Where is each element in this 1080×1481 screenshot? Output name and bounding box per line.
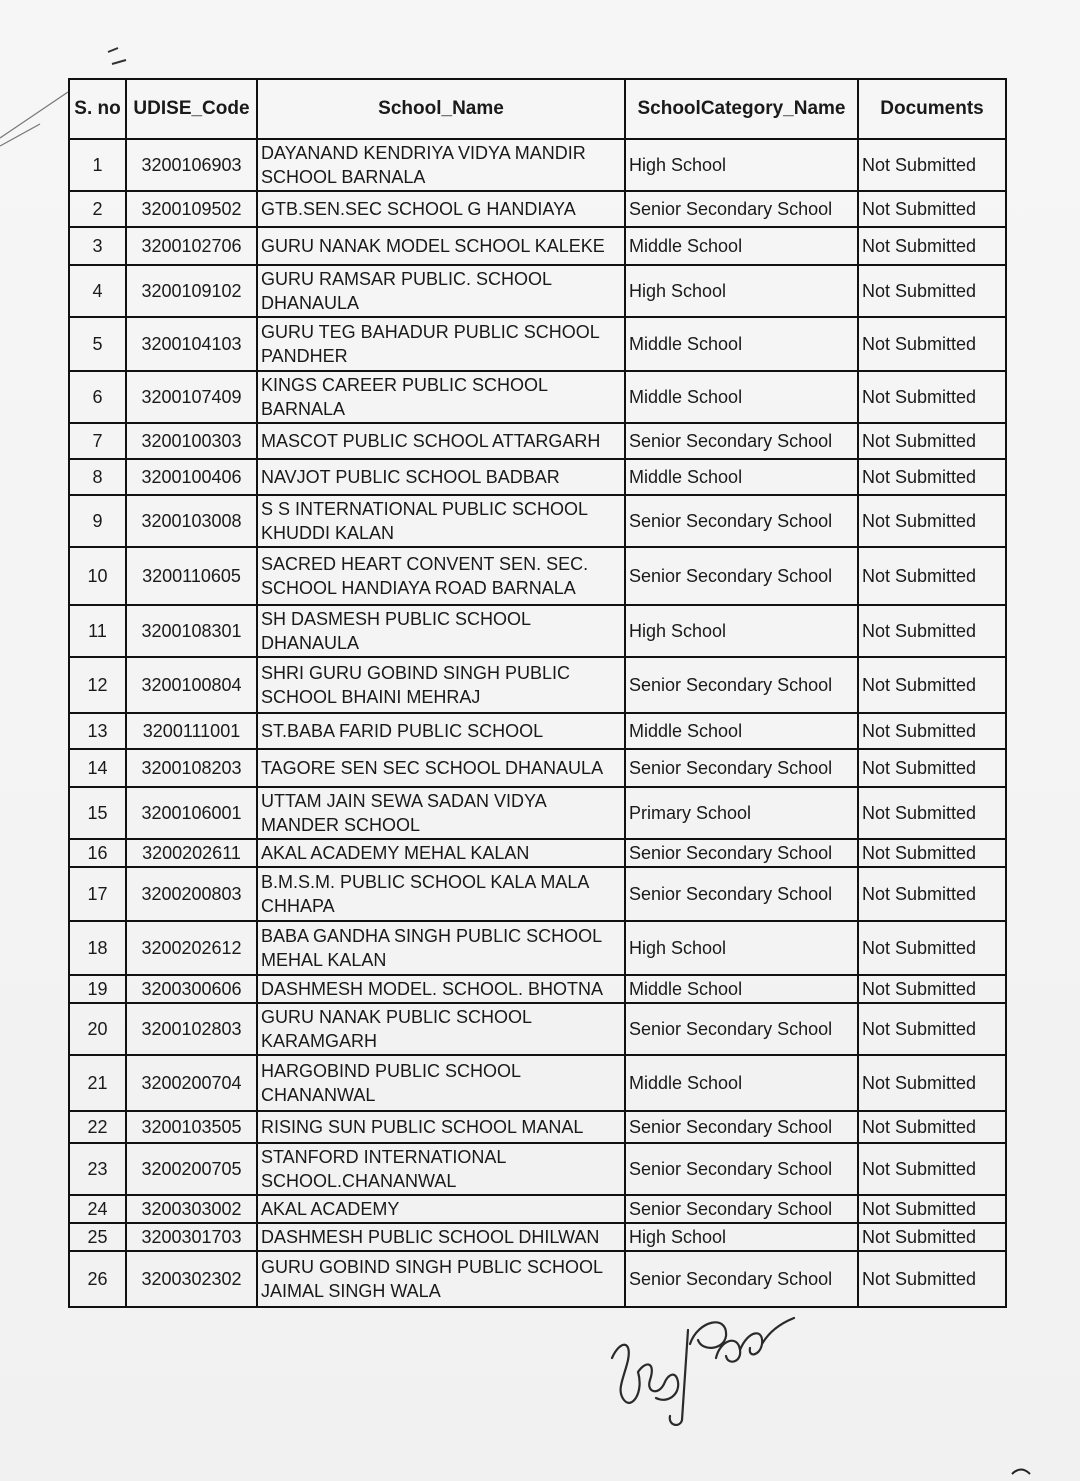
cell-sno: 3 (69, 227, 126, 265)
handwritten-signature (598, 1300, 798, 1440)
table-row (69, 1111, 1006, 1143)
table-row (69, 713, 1006, 749)
cell-sno: 25 (69, 1223, 126, 1251)
cell-documents-status: Not Submitted (858, 1251, 1006, 1307)
cell-sno: 14 (69, 749, 126, 787)
cell-sno: 17 (69, 867, 126, 921)
cell-udise-code: 3200301703 (126, 1223, 257, 1251)
table-row (69, 1143, 1006, 1195)
column-header-udise-code: UDISE_Code (126, 79, 257, 139)
cell-school-name: GURU RAMSAR PUBLIC. SCHOOL DHANAULA (257, 265, 625, 317)
cell-documents-status: Not Submitted (858, 371, 1006, 423)
cell-udise-code: 3200103008 (126, 495, 257, 547)
table-row (69, 265, 1006, 317)
cell-school-category: Senior Secondary School (625, 1195, 858, 1223)
cell-documents-status: Not Submitted (858, 547, 1006, 605)
cell-documents-status: Not Submitted (858, 317, 1006, 371)
cell-udise-code: 3200100406 (126, 459, 257, 495)
table-row (69, 139, 1006, 191)
cell-school-name: AKAL ACADEMY (257, 1195, 625, 1223)
table-row (69, 975, 1006, 1003)
table-row (69, 1251, 1006, 1307)
cell-school-name: SACRED HEART CONVENT SEN. SEC. SCHOOL HANDIAYA ROAD BARNALA (257, 547, 625, 605)
cell-sno: 12 (69, 657, 126, 713)
cell-school-category: Middle School (625, 371, 858, 423)
cell-school-name: STANFORD INTERNATIONAL SCHOOL.CHANANWAL (257, 1143, 625, 1195)
cell-school-category: Senior Secondary School (625, 495, 858, 547)
cell-sno: 7 (69, 423, 126, 459)
cell-udise-code: 3200104103 (126, 317, 257, 371)
cell-udise-code: 3200108203 (126, 749, 257, 787)
cell-documents-status: Not Submitted (858, 749, 1006, 787)
cell-udise-code: 3200202612 (126, 921, 257, 975)
cell-school-category: Senior Secondary School (625, 839, 858, 867)
column-header-documents: Documents (858, 79, 1006, 139)
cell-school-name: SHRI GURU GOBIND SINGH PUBLIC SCHOOL BHAINI MEHRAJ (257, 657, 625, 713)
cell-school-name: GURU GOBIND SINGH PUBLIC SCHOOL JAIMAL SINGH WALA (257, 1251, 625, 1307)
table-row (69, 459, 1006, 495)
cell-school-category: Middle School (625, 1055, 858, 1111)
table-row (69, 371, 1006, 423)
table-row (69, 317, 1006, 371)
cell-udise-code: 3200100303 (126, 423, 257, 459)
cell-udise-code: 3200107409 (126, 371, 257, 423)
table-row (69, 749, 1006, 787)
cell-udise-code: 3200109102 (126, 265, 257, 317)
cell-school-name: HARGOBIND PUBLIC SCHOOL CHANANWAL (257, 1055, 625, 1111)
cell-documents-status: Not Submitted (858, 713, 1006, 749)
cell-documents-status: Not Submitted (858, 605, 1006, 657)
cell-school-category: Middle School (625, 317, 858, 371)
cell-school-category: Senior Secondary School (625, 1251, 858, 1307)
cell-school-name: RISING SUN PUBLIC SCHOOL MANAL (257, 1111, 625, 1143)
cell-udise-code: 3200200704 (126, 1055, 257, 1111)
cell-school-category: Senior Secondary School (625, 1111, 858, 1143)
cell-school-category: Middle School (625, 713, 858, 749)
table-row (69, 547, 1006, 605)
cell-school-name: BABA GANDHA SINGH PUBLIC SCHOOL MEHAL KALAN (257, 921, 625, 975)
cell-udise-code: 3200106903 (126, 139, 257, 191)
cell-school-name: KINGS CAREER PUBLIC SCHOOL BARNALA (257, 371, 625, 423)
cell-school-category: Senior Secondary School (625, 1143, 858, 1195)
table-header-row (69, 79, 1006, 139)
cell-udise-code: 3200302302 (126, 1251, 257, 1307)
cell-sno: 11 (69, 605, 126, 657)
cell-udise-code: 3200109502 (126, 191, 257, 227)
cell-documents-status: Not Submitted (858, 139, 1006, 191)
cell-documents-status: Not Submitted (858, 975, 1006, 1003)
cell-school-name: MASCOT PUBLIC SCHOOL ATTARGARH (257, 423, 625, 459)
cell-udise-code: 3200102706 (126, 227, 257, 265)
scan-corner-mark (1010, 1466, 1040, 1476)
cell-documents-status: Not Submitted (858, 921, 1006, 975)
column-header-school-name: School_Name (257, 79, 625, 139)
cell-documents-status: Not Submitted (858, 1111, 1006, 1143)
cell-sno: 15 (69, 787, 126, 839)
cell-udise-code: 3200300606 (126, 975, 257, 1003)
cell-udise-code: 3200102803 (126, 1003, 257, 1055)
cell-udise-code: 3200200803 (126, 867, 257, 921)
cell-school-name: UTTAM JAIN SEWA SADAN VIDYA MANDER SCHOOL (257, 787, 625, 839)
cell-school-name: DAYANAND KENDRIYA VIDYA MANDIR SCHOOL BARNALA (257, 139, 625, 191)
cell-documents-status: Not Submitted (858, 191, 1006, 227)
cell-school-name: NAVJOT PUBLIC SCHOOL BADBAR (257, 459, 625, 495)
cell-udise-code: 3200111001 (126, 713, 257, 749)
cell-school-category: Middle School (625, 975, 858, 1003)
cell-sno: 8 (69, 459, 126, 495)
cell-sno: 2 (69, 191, 126, 227)
table-row (69, 839, 1006, 867)
cell-school-name: SH DASMESH PUBLIC SCHOOL DHANAULA (257, 605, 625, 657)
table-row (69, 495, 1006, 547)
cell-school-category: Senior Secondary School (625, 657, 858, 713)
cell-school-name: GURU TEG BAHADUR PUBLIC SCHOOL PANDHER (257, 317, 625, 371)
table-row (69, 227, 1006, 265)
cell-documents-status: Not Submitted (858, 787, 1006, 839)
cell-documents-status: Not Submitted (858, 1143, 1006, 1195)
cell-school-category: High School (625, 1223, 858, 1251)
cell-school-name: B.M.S.M. PUBLIC SCHOOL KALA MALA CHHAPA (257, 867, 625, 921)
cell-school-category: High School (625, 921, 858, 975)
cell-udise-code: 3200202611 (126, 839, 257, 867)
cell-school-name: DASHMESH MODEL. SCHOOL. BHOTNA (257, 975, 625, 1003)
cell-sno: 18 (69, 921, 126, 975)
table-row (69, 1223, 1006, 1251)
cell-documents-status: Not Submitted (858, 1003, 1006, 1055)
table-row (69, 1003, 1006, 1055)
cell-sno: 22 (69, 1111, 126, 1143)
cell-school-category: Senior Secondary School (625, 191, 858, 227)
table-row (69, 921, 1006, 975)
school-documents-table (68, 78, 1007, 1308)
cell-udise-code: 3200303002 (126, 1195, 257, 1223)
cell-documents-status: Not Submitted (858, 867, 1006, 921)
column-header-school-category: SchoolCategory_Name (625, 79, 858, 139)
column-header-sno: S. no (69, 79, 126, 139)
table-row (69, 191, 1006, 227)
table-row (69, 657, 1006, 713)
table-row (69, 1055, 1006, 1111)
cell-documents-status: Not Submitted (858, 1055, 1006, 1111)
cell-sno: 16 (69, 839, 126, 867)
cell-school-category: Senior Secondary School (625, 867, 858, 921)
cell-sno: 10 (69, 547, 126, 605)
cell-school-category: High School (625, 139, 858, 191)
cell-sno: 9 (69, 495, 126, 547)
cell-school-name: GTB.SEN.SEC SCHOOL G HANDIAYA (257, 191, 625, 227)
cell-school-name: S S INTERNATIONAL PUBLIC SCHOOL KHUDDI KALAN (257, 495, 625, 547)
cell-documents-status: Not Submitted (858, 423, 1006, 459)
table-row (69, 1195, 1006, 1223)
cell-sno: 4 (69, 265, 126, 317)
table-body (69, 139, 1006, 1307)
cell-udise-code: 3200200705 (126, 1143, 257, 1195)
cell-sno: 23 (69, 1143, 126, 1195)
cell-documents-status: Not Submitted (858, 495, 1006, 547)
table-row (69, 423, 1006, 459)
cell-udise-code: 3200110605 (126, 547, 257, 605)
cell-school-category: Middle School (625, 227, 858, 265)
cell-sno: 13 (69, 713, 126, 749)
table-row (69, 605, 1006, 657)
cell-documents-status: Not Submitted (858, 1223, 1006, 1251)
cell-documents-status: Not Submitted (858, 1195, 1006, 1223)
cell-school-category: Senior Secondary School (625, 749, 858, 787)
cell-documents-status: Not Submitted (858, 657, 1006, 713)
cell-school-name: AKAL ACADEMY MEHAL KALAN (257, 839, 625, 867)
cell-school-category: High School (625, 265, 858, 317)
cell-school-name: GURU NANAK PUBLIC SCHOOL KARAMGARH (257, 1003, 625, 1055)
cell-documents-status: Not Submitted (858, 459, 1006, 495)
cell-school-category: Senior Secondary School (625, 423, 858, 459)
cell-school-category: High School (625, 605, 858, 657)
cell-sno: 26 (69, 1251, 126, 1307)
cell-documents-status: Not Submitted (858, 227, 1006, 265)
cell-udise-code: 3200100804 (126, 657, 257, 713)
cell-documents-status: Not Submitted (858, 265, 1006, 317)
cell-sno: 1 (69, 139, 126, 191)
cell-school-name: GURU NANAK MODEL SCHOOL KALEKE (257, 227, 625, 265)
cell-school-category: Senior Secondary School (625, 547, 858, 605)
table-row (69, 787, 1006, 839)
cell-sno: 24 (69, 1195, 126, 1223)
cell-udise-code: 3200103505 (126, 1111, 257, 1143)
table-row (69, 867, 1006, 921)
cell-sno: 6 (69, 371, 126, 423)
cell-udise-code: 3200106001 (126, 787, 257, 839)
cell-school-category: Middle School (625, 459, 858, 495)
cell-documents-status: Not Submitted (858, 839, 1006, 867)
cell-school-name: ST.BABA FARID PUBLIC SCHOOL (257, 713, 625, 749)
cell-school-name: DASHMESH PUBLIC SCHOOL DHILWAN (257, 1223, 625, 1251)
cell-school-name: TAGORE SEN SEC SCHOOL DHANAULA (257, 749, 625, 787)
cell-udise-code: 3200108301 (126, 605, 257, 657)
cell-sno: 19 (69, 975, 126, 1003)
cell-school-category: Senior Secondary School (625, 1003, 858, 1055)
cell-sno: 5 (69, 317, 126, 371)
cell-sno: 20 (69, 1003, 126, 1055)
cell-sno: 21 (69, 1055, 126, 1111)
cell-school-category: Primary School (625, 787, 858, 839)
